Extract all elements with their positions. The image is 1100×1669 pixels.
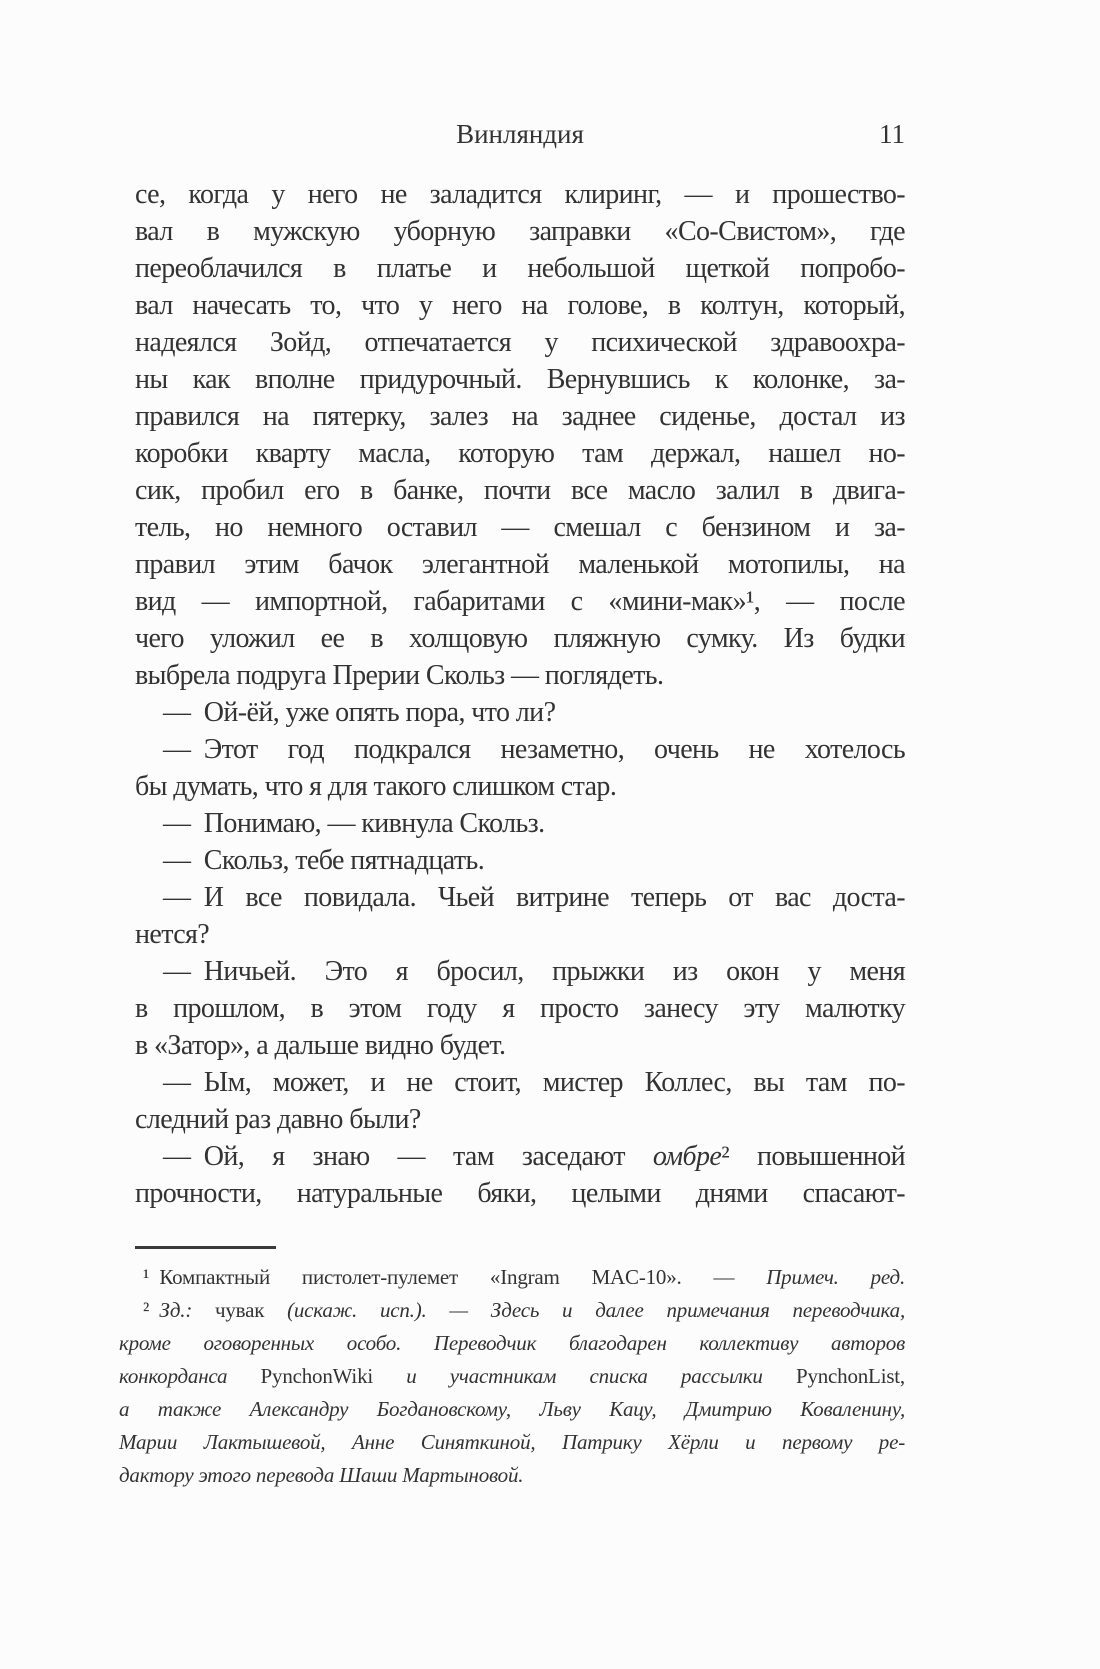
paragraph — [135, 176, 905, 694]
text-line: ны как вполне придурочный. Вернувшись к колонке, за- — [135, 364, 905, 395]
text-line: надеялся Зойд, отпечатается у психической здравоохра- — [135, 327, 905, 358]
text-line: конкорданса PynchonWiki и участникам списка рассылки PynchonList, — [119, 1364, 905, 1388]
text-line: — Скольз, тебе пятнадцать. — [163, 845, 485, 876]
paragraph — [135, 694, 905, 731]
text-line: сик, пробил его в банке, почти все масло залил в двига- — [135, 475, 905, 506]
text-line: чего уложил ее в холщовую пляжную сумку. Из будки — [135, 623, 905, 654]
text-line: се, когда у него не заладится клиринг, — и прошество- — [135, 179, 905, 210]
text-line: — Ой, я знаю — там заседают омбре² повышенной — [163, 1141, 905, 1172]
text-line: коробки кварту масла, которую там держал, нашел но- — [135, 438, 905, 469]
text-line: переоблачился в платье и небольшой щеткой попробо- — [135, 253, 905, 284]
text-line: кроме оговоренных особо. Переводчик благодарен коллективу авторов — [119, 1331, 905, 1355]
text-line: прочности, натуральные бяки, целыми днями спасают- — [135, 1178, 905, 1209]
text-line: — Ой-ёй, уже опять пора, что ли? — [163, 697, 556, 728]
footnote-item — [119, 1294, 905, 1492]
text-line: в «Затор», а дальше видно будет. — [135, 1030, 506, 1061]
paragraph — [135, 1138, 905, 1212]
paragraph — [135, 842, 905, 879]
text-line: бы думать, что я для такого слишком стар. — [135, 771, 617, 802]
body-text — [135, 176, 905, 1212]
text-line: вал начесать то, что у него на голове, в колтун, который, — [135, 290, 905, 321]
text-line: — И все повидала. Чьей витрине теперь от вас доста- — [163, 882, 905, 913]
text-line: дактору этого перевода Шаши Мартыновой. — [119, 1463, 524, 1487]
text-line: — Этот год подкрался незаметно, очень не хотелось — [163, 734, 905, 765]
text-line: ² Зд.: чувак (искаж. исп.). — Здесь и далее примечания переводчика, — [143, 1298, 906, 1322]
text-line: выбрела подруга Прерии Скольз — поглядеть. — [135, 660, 664, 691]
paragraph — [135, 953, 905, 1064]
footnote-item — [119, 1261, 905, 1294]
running-title: Винляндия — [456, 119, 584, 149]
text-line: вал в мужскую уборную заправки «Со-Свистом», где — [135, 216, 905, 247]
paragraph — [135, 731, 905, 805]
text-line: тель, но немного оставил — смешал с бензином и за- — [135, 512, 905, 543]
text-line: ¹ Компактный пистолет-пулемет «Ingram MAC-10». — Примеч. ред. — [143, 1265, 905, 1289]
paragraph — [135, 805, 905, 842]
text-line: правил этим бачок элегантной маленькой мотопилы, на — [135, 549, 905, 580]
paragraph — [135, 1064, 905, 1138]
running-header — [135, 118, 905, 152]
text-line: — Ым, может, и не стоит, мистер Коллес, вы там по- — [163, 1067, 905, 1098]
text-line: правился на пятерку, залез на заднее сиденье, достал из — [135, 401, 905, 432]
text-line: в прошлом, в этом году я просто занесу эту малютку — [135, 993, 905, 1024]
text-line: — Ничьей. Это я бросил, прыжки из окон у меня — [163, 956, 905, 987]
footnotes — [119, 1261, 905, 1492]
page-number: 11 — [879, 119, 905, 149]
footnote-separator — [135, 1246, 276, 1249]
text-line: нется? — [135, 919, 210, 950]
text-line: — Понимаю, — кивнула Скольз. — [163, 808, 545, 839]
text-line: вид — импортной, габаритами с «мини-мак»¹, — после — [135, 586, 905, 617]
text-line: а также Александру Богдановскому, Льву Кацу, Дмитрию Коваленину, — [119, 1397, 905, 1421]
text-line: следний раз давно были? — [135, 1104, 421, 1135]
text-line: Марии Лактышевой, Анне Синяткиной, Патрику Хёрли и первому ре- — [119, 1430, 905, 1454]
paragraph — [135, 879, 905, 953]
